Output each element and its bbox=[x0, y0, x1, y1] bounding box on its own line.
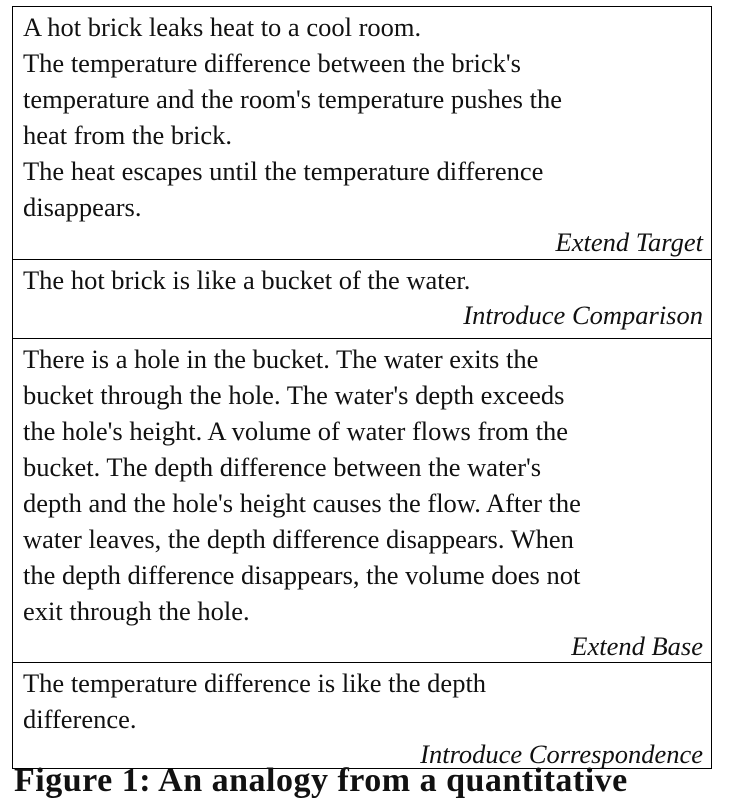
block-line: exit through the hole. bbox=[23, 596, 250, 626]
block-line: bucket. The depth difference between the water's bbox=[23, 452, 542, 482]
block-line: A hot brick leaks heat to a cool room. bbox=[23, 12, 422, 42]
figure-caption: Figure 1: An analogy from a quantitative bbox=[14, 762, 628, 799]
block-tag: Introduce Correspondence bbox=[420, 739, 703, 769]
block-line: difference. bbox=[23, 704, 137, 734]
block-line: disappears. bbox=[23, 192, 142, 222]
block-extend-target bbox=[13, 7, 711, 259]
block-introduce-comparison bbox=[13, 259, 711, 338]
block-line: The temperature difference is like the depth bbox=[23, 668, 487, 698]
block-extend-base bbox=[13, 338, 711, 662]
block-line: The heat escapes until the temperature difference bbox=[23, 156, 544, 186]
block-introduce-correspondence bbox=[13, 662, 711, 768]
block-line: the hole's height. A volume of water flows from the bbox=[23, 416, 568, 446]
block-line: water leaves, the depth difference disappears. When bbox=[23, 524, 574, 554]
block-line: The temperature difference between the brick's bbox=[23, 48, 521, 78]
block-line: temperature and the room's temperature pushes the bbox=[23, 84, 562, 114]
block-line: the depth difference disappears, the volume does not bbox=[23, 560, 581, 590]
block-tag: Introduce Comparison bbox=[463, 300, 703, 330]
block-line: depth and the hole's height causes the flow. After the bbox=[23, 488, 581, 518]
block-line: The hot brick is like a bucket of the water. bbox=[23, 265, 471, 295]
block-line: heat from the brick. bbox=[23, 120, 232, 150]
block-tag: Extend Target bbox=[555, 227, 703, 257]
block-line: bucket through the hole. The water's depth exceeds bbox=[23, 380, 565, 410]
block-tag: Extend Base bbox=[571, 631, 703, 661]
analogy-table bbox=[12, 6, 712, 769]
block-line: There is a hole in the bucket. The water exits the bbox=[23, 344, 539, 374]
